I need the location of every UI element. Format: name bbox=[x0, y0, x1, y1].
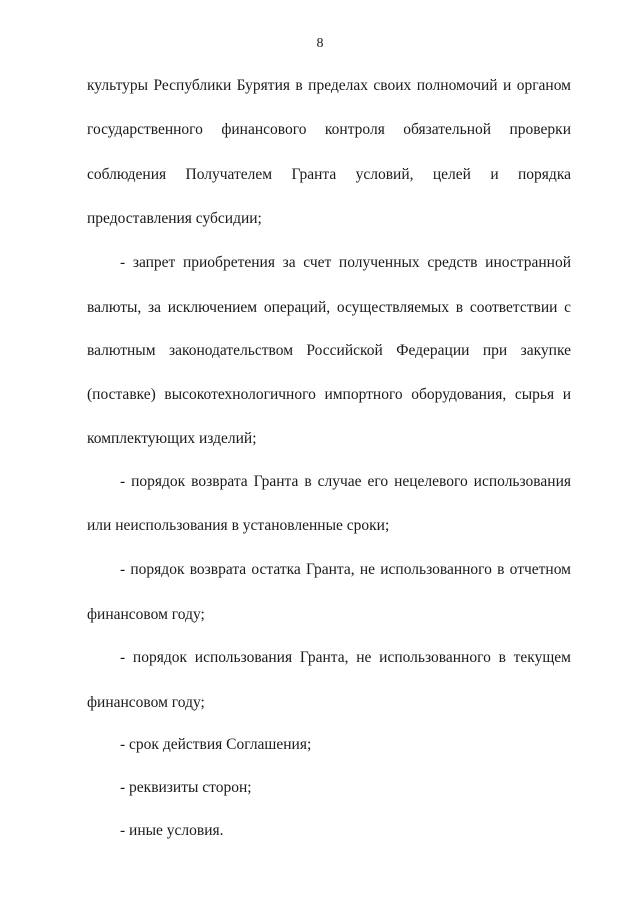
list-item-line: - порядок использования Гранта, не использованного в текущем bbox=[120, 649, 571, 666]
list-item-line: - запрет приобретения за счет полученных средств иностранной bbox=[120, 254, 571, 271]
text-line: валютным законодательством Российской Федерации при закупке bbox=[87, 342, 571, 359]
text-line: финансовом году; bbox=[87, 694, 205, 711]
text-line: валюты, за исключением операций, осуществляемых в соответствии с bbox=[87, 299, 571, 316]
text-line: (поставке) высокотехнологичного импортного оборудования, сырья и bbox=[87, 386, 571, 403]
list-item-line: - срок действия Соглашения; bbox=[120, 736, 312, 753]
list-item-line: - реквизиты сторон; bbox=[120, 779, 252, 796]
text-line: финансовом году; bbox=[87, 606, 205, 623]
text-line: культуры Республики Бурятия в пределах своих полномочий и органом bbox=[87, 77, 571, 94]
text-line: комплектующих изделий; bbox=[87, 430, 257, 447]
text-line: или неиспользования в установленные сроки; bbox=[87, 517, 390, 534]
list-item-line: - иные условия. bbox=[120, 822, 224, 839]
list-item-line: - порядок возврата остатка Гранта, не использованного в отчетном bbox=[120, 561, 571, 578]
text-line: государственного финансового контроля обязательной проверки bbox=[87, 121, 571, 138]
text-line: предоставления субсидии; bbox=[87, 210, 262, 227]
page-number: 8 bbox=[316, 36, 324, 51]
list-item-line: - порядок возврата Гранта в случае его нецелевого использования bbox=[120, 473, 571, 490]
text-line: соблюдения Получателем Гранта условий, целей и порядка bbox=[87, 166, 571, 183]
